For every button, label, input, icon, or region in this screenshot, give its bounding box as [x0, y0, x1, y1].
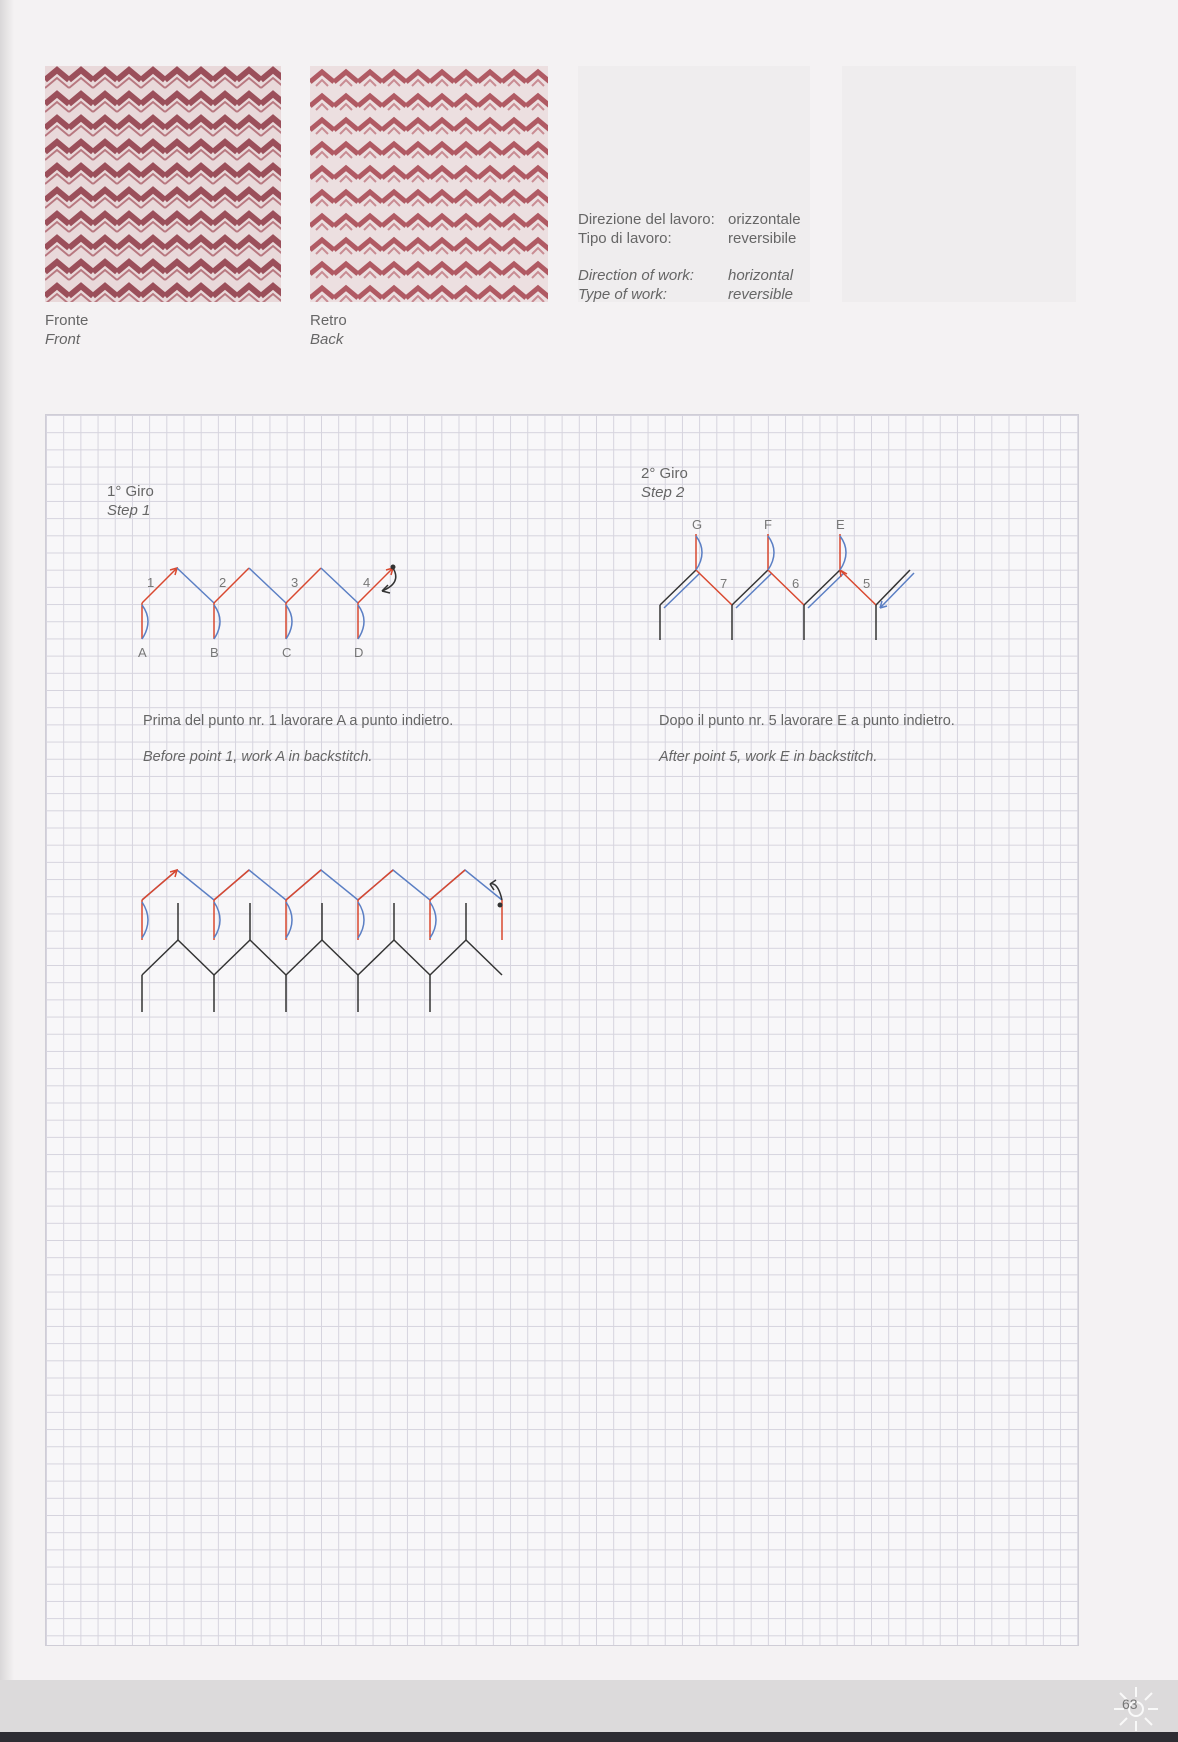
stitch-number: 7 — [720, 576, 728, 591]
stitch-number: 3 — [291, 575, 299, 590]
work-info-en — [578, 266, 793, 304]
footer-bar — [0, 1732, 1178, 1742]
stitch-number: 1 — [147, 575, 155, 590]
point-label: B — [210, 645, 219, 660]
front-label-en: Front — [45, 331, 81, 348]
info-row: Type of work: reversible — [578, 286, 794, 303]
info-row: Direction of work: horizontal — [578, 267, 794, 284]
stitch-number: 6 — [792, 576, 800, 591]
stitch-number: 4 — [363, 575, 371, 590]
point-label: D — [354, 645, 364, 660]
step1-instruction-en: Before point 1, work A in backstitch. — [143, 749, 373, 765]
step2-instruction-en: After point 5, work E in backstitch. — [659, 749, 878, 765]
step2-title: 2° Giro Step 2 — [641, 465, 688, 501]
page-number: 63 — [1122, 1696, 1138, 1712]
info-row: Tipo di lavoro: reversibile — [578, 230, 797, 247]
back-swatch-image — [310, 66, 548, 302]
front-label-it: Fronte — [45, 312, 89, 329]
point-label: F — [764, 517, 772, 532]
step2-instruction-it: Dopo il punto nr. 5 lavorare E a punto indietro. — [659, 713, 955, 729]
stitch-number: 5 — [863, 576, 871, 591]
point-label: E — [836, 517, 845, 532]
work-info-it — [578, 210, 801, 248]
step1-diagram — [120, 555, 420, 665]
end-dot — [391, 565, 396, 570]
point-label: C — [282, 645, 292, 660]
stitch-blue — [249, 568, 286, 603]
stitch-number: 2 — [219, 575, 227, 590]
step2-diagram — [650, 510, 930, 645]
front-swatch-image — [45, 66, 281, 302]
front-caption — [45, 311, 88, 349]
point-label: A — [138, 645, 147, 660]
step1-title: 1° Giro Step 1 — [107, 483, 154, 519]
back-label-it: Retro — [310, 312, 347, 329]
info-row: Direzione del lavoro: orizzontale — [578, 211, 801, 228]
back-label-en: Back — [310, 331, 344, 348]
empty-swatch-area — [842, 66, 1076, 302]
stitch-blue — [177, 568, 214, 603]
page-gutter-shadow — [0, 0, 14, 1742]
stitch-blue — [321, 568, 358, 603]
step1-instruction-it: Prima del punto nr. 1 lavorare A a punto indietro. — [143, 713, 454, 729]
combined-stitch-diagram — [120, 860, 520, 1020]
back-caption — [310, 311, 347, 349]
point-label: G — [692, 517, 703, 532]
